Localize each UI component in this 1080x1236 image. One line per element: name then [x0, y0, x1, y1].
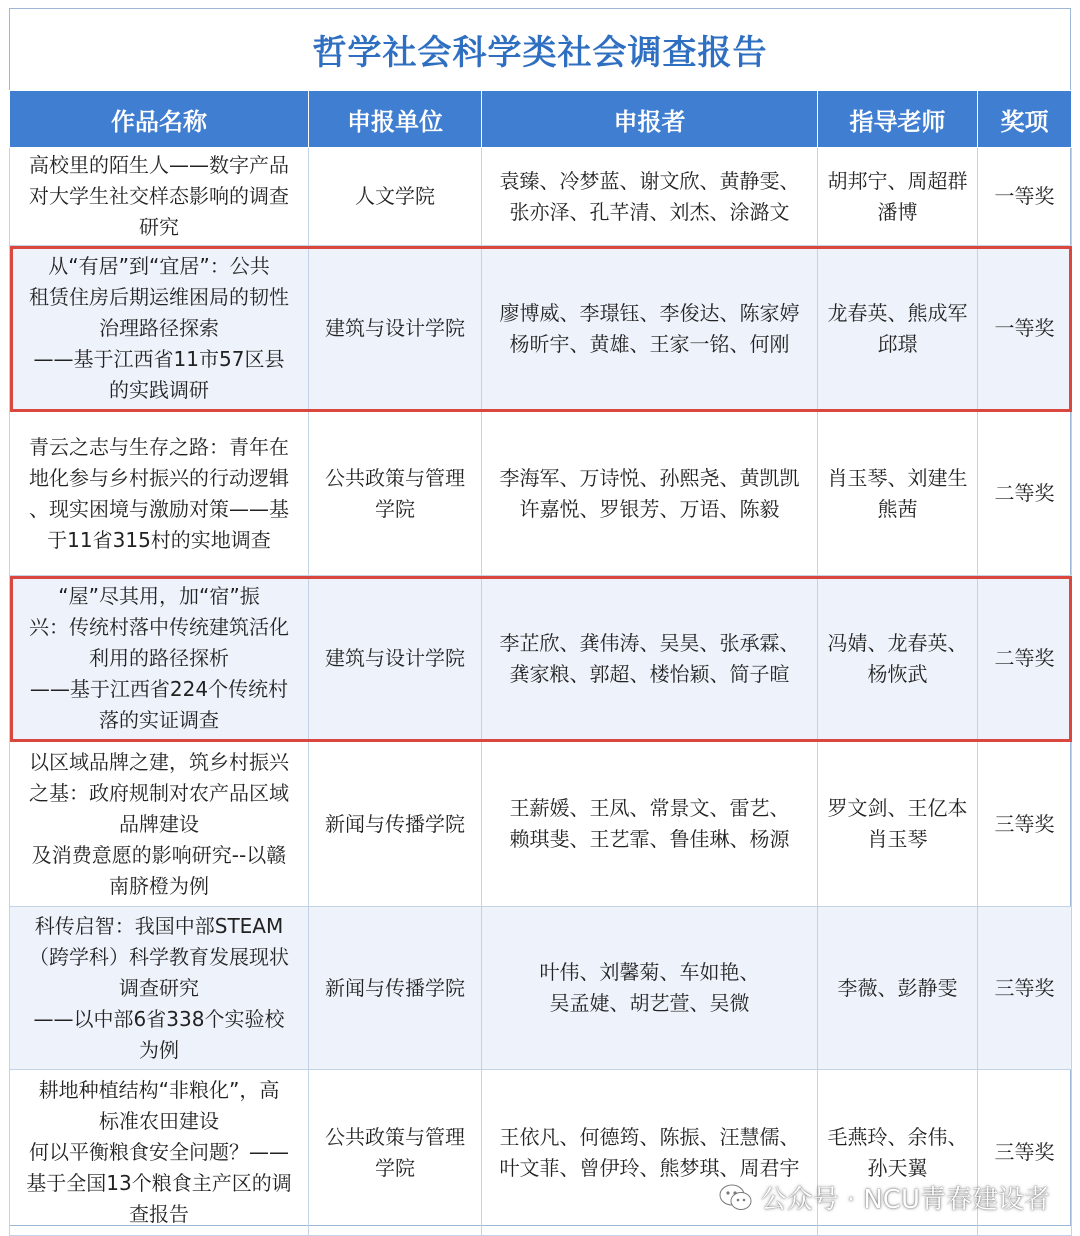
cell-text-line: 孙天翼 [867, 1155, 928, 1180]
cell-text-line: 公共政策与管理 [325, 1124, 465, 1149]
cell-text-line: 及消费意愿的影响研究--以赣 [31, 842, 287, 867]
cell-work [10, 246, 309, 412]
cell-text-line: 利用的路径探析 [89, 646, 229, 670]
cell-unit [309, 246, 482, 412]
cell-text-line: 肖玉琴 [867, 827, 928, 851]
cell-text-line: 治理路径探索 [99, 316, 219, 340]
wechat-icon [719, 1183, 753, 1213]
cell-text-line: 吴孟婕、胡艺萱、吴微 [549, 991, 750, 1015]
cell-text-line: ——基于江西省224个传统村 [29, 677, 289, 701]
column-header-unit: 申报单位 [309, 91, 482, 148]
cell-advisors [818, 246, 978, 412]
cell-applicants [482, 246, 818, 412]
watermark-text: 公众号 · NCU青春建设者 [760, 1185, 1050, 1215]
cell-work [10, 576, 309, 742]
cell-text-line: 胡邦宁、周超群 [827, 168, 968, 193]
cell-advisors [818, 412, 978, 576]
cell-text-line: 南脐橙为例 [109, 873, 209, 898]
table-row [10, 907, 1072, 1070]
cell-text-line: 于11省315村的实地调查 [47, 527, 271, 552]
cell-text-line: 以区域品牌之建，筑乡村振兴 [29, 749, 289, 774]
cell-text-line: 熊茜 [877, 496, 918, 521]
cell-text-line: 、现实困境与激励对策——基 [29, 496, 289, 521]
cell-text-line: 龙春英、熊成军 [827, 300, 968, 325]
cell-text-line: 青云之志与生存之路：青年在 [29, 434, 289, 459]
cell-text-line: 杨昕宇、黄雄、王家一铭、何刚 [509, 331, 790, 356]
table-row [10, 576, 1072, 742]
cell-work [10, 1070, 309, 1236]
cell-text-line: 廖博威、李璟钰、李俊达、陈家婷 [499, 300, 800, 325]
cell-text-line: 李薇、彭静雯 [837, 975, 958, 1000]
cell-text-line: 标准农田建设 [99, 1109, 219, 1133]
cell-text-line: 对大学生社交样态影响的调查 [29, 184, 289, 208]
cell-text-line: “屋”尽其用，加“宿”振 [58, 584, 260, 608]
cell-award: 三等奖 [978, 742, 1072, 907]
table-row [10, 412, 1072, 576]
cell-text-line: 基于全国13个粮食主产区的调 [26, 1171, 292, 1195]
cell-applicants [482, 412, 818, 576]
cell-text-line: 耕地种植结构“非粮化”，高 [38, 1078, 280, 1102]
cell-award: 三等奖 [978, 907, 1072, 1070]
cell-text-line: 学院 [375, 496, 415, 521]
table-row [10, 148, 1072, 246]
cell-advisors [818, 148, 978, 246]
cell-text-line: 调查研究 [119, 975, 199, 1000]
cell-work [10, 412, 309, 576]
cell-text-line: 许嘉悦、罗银芳、万语、陈毅 [519, 496, 780, 521]
cell-unit [309, 576, 482, 742]
cell-award: 三等奖 [978, 1070, 1072, 1236]
cell-text-line: 李海军、万诗悦、孙熙尧、黄凯凯 [499, 465, 800, 490]
cell-award: 二等奖 [978, 412, 1072, 576]
cell-unit [309, 148, 482, 246]
cell-text-line: 兴：传统村落中传统建筑活化 [29, 615, 289, 639]
cell-text-line: 杨恢武 [867, 661, 928, 686]
cell-text-line: ——基于江西省11市57区县 [33, 347, 285, 371]
cell-work [10, 148, 309, 246]
cell-text-line: 张亦泽、孔芊清、刘杰、涂潞文 [509, 199, 790, 224]
cell-text-line: 肖玉琴、刘建生 [827, 465, 968, 490]
table-row [10, 742, 1072, 907]
cell-text-line: 的实践调研 [109, 378, 209, 402]
cell-text-line: 潘博 [877, 199, 918, 224]
cell-text-line: 落的实证调查 [99, 708, 219, 732]
awards-table [9, 90, 1072, 1236]
cell-text-line: 新闻与传播学院 [325, 811, 465, 836]
cell-text-line: （跨学科）科学教育发展现状 [29, 944, 289, 969]
cell-text-line: 高校里的陌生人——数字产品 [29, 153, 289, 177]
cell-text-line: 罗文剑、王亿本 [827, 796, 968, 820]
table-row [10, 246, 1072, 412]
cell-text-line: 王薪媛、王凤、常景文、雷艺、 [509, 796, 790, 820]
column-header-advisors: 指导老师 [818, 91, 978, 148]
cell-text-line: 之基：政府规制对农产品区域 [29, 780, 289, 805]
cell-text-line: 龚家粮、郭超、楼怡颖、简子暄 [509, 661, 790, 686]
cell-applicants [482, 907, 818, 1070]
cell-text-line: 为例 [139, 1037, 179, 1062]
cell-text-line: 科传启智：我国中部STEAM [34, 913, 284, 938]
cell-text-line: 新闻与传播学院 [325, 975, 465, 1000]
cell-text-line: 租赁住房后期运维困局的韧性 [29, 285, 289, 309]
cell-award: 一等奖 [978, 246, 1072, 412]
cell-work [10, 742, 309, 907]
cell-text-line: 人文学院 [355, 184, 435, 208]
cell-text-line: 建筑与设计学院 [325, 646, 465, 670]
cell-applicants [482, 742, 818, 907]
cell-unit [309, 412, 482, 576]
cell-text-line: 品牌建设 [119, 811, 199, 836]
column-header-award: 奖项 [978, 91, 1072, 148]
cell-text-line: 何以平衡粮食安全问题？—— [29, 1140, 289, 1164]
cell-advisors [818, 576, 978, 742]
page-title: 哲学社会科学类社会调查报告 [312, 32, 768, 73]
cell-applicants [482, 148, 818, 246]
cell-unit [309, 1070, 482, 1236]
cell-text-line: 赖琪斐、王艺霏、鲁佳琳、杨源 [509, 827, 790, 851]
cell-text-line: 叶伟、刘馨菊、车如艳、 [539, 960, 760, 984]
column-header-applicants: 申报者 [482, 91, 818, 148]
cell-text-line: 查报告 [129, 1202, 189, 1226]
watermark [719, 1179, 1050, 1216]
cell-text-line: 袁臻、冷梦蓝、谢文欣、黄静雯、 [499, 168, 800, 193]
cell-work [10, 907, 309, 1070]
cell-text-line: 冯婧、龙春英、 [827, 630, 968, 655]
cell-advisors [818, 742, 978, 907]
cell-text-line: 叶文菲、曾伊玲、熊梦琪、周君宇 [499, 1155, 800, 1180]
cell-unit [309, 907, 482, 1070]
cell-advisors [818, 907, 978, 1070]
cell-text-line: 研究 [139, 215, 179, 239]
cell-text-line: 从“有居”到“宜居”：公共 [48, 254, 270, 278]
cell-text-line: 李芷欣、龚伟涛、吴昊、张承霖、 [499, 630, 800, 655]
cell-award: 一等奖 [978, 148, 1072, 246]
cell-text-line: 王依凡、何德筠、陈振、汪慧儒、 [499, 1124, 800, 1149]
cell-text-line: ——以中部6省338个实验校 [33, 1006, 285, 1031]
cell-applicants [482, 576, 818, 742]
column-header-work: 作品名称 [10, 91, 309, 148]
cell-text-line: 建筑与设计学院 [325, 316, 465, 340]
cell-unit [309, 742, 482, 907]
cell-text-line: 学院 [375, 1155, 415, 1180]
cell-text-line: 地化参与乡村振兴的行动逻辑 [29, 465, 289, 490]
cell-award: 二等奖 [978, 576, 1072, 742]
cell-text-line: 邱璟 [877, 331, 918, 356]
cell-text-line: 毛燕玲、余伟、 [827, 1124, 968, 1149]
table-header-row [10, 91, 1072, 148]
cell-text-line: 公共政策与管理 [325, 465, 465, 490]
